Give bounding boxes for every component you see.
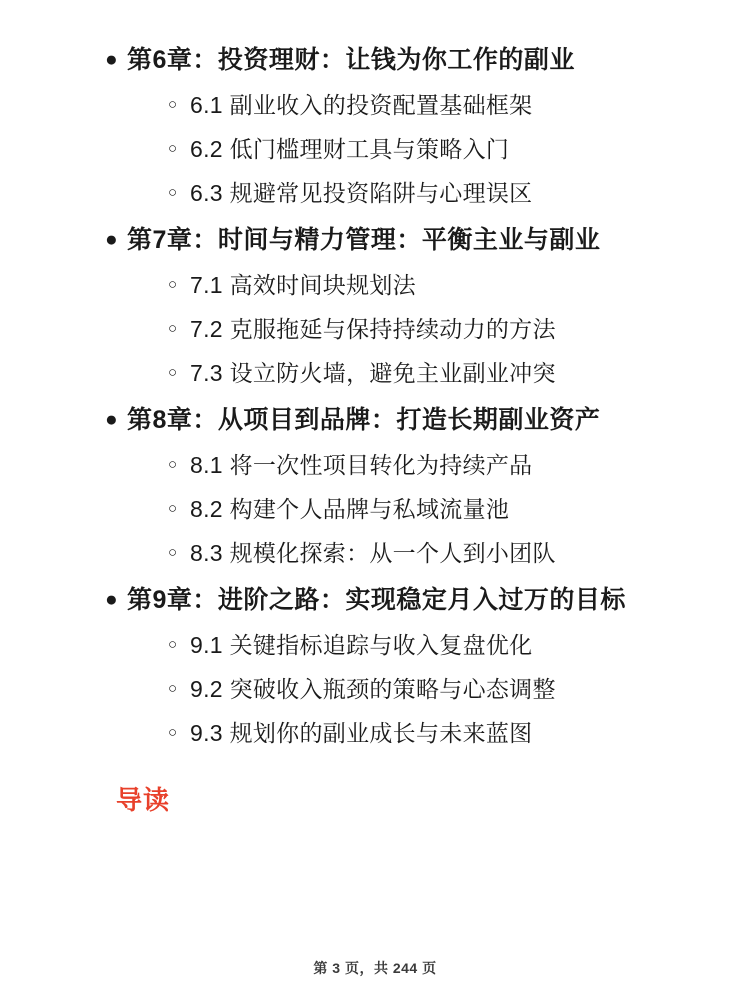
hollow-bullet-icon: ○ [168, 680, 178, 697]
toc-section-title: 8.2 构建个人品牌与私域流量池 [190, 496, 510, 522]
toc-section-list [60, 84, 690, 214]
page-footer: 第 3 页，共 244 页 [313, 960, 437, 976]
toc-section [60, 128, 690, 170]
toc-chapter-line [60, 400, 690, 440]
toc-section-title: 8.1 将一次性项目转化为持续产品 [190, 452, 533, 478]
toc-chapter [60, 580, 690, 754]
toc-section-title: 7.2 克服拖延与保持持续动力的方法 [190, 316, 556, 342]
toc-section-title: 7.3 设立防火墙，避免主业副业冲突 [190, 360, 556, 386]
toc-section-title: 9.1 关键指标追踪与收入复盘优化 [190, 632, 533, 658]
toc-chapter [60, 40, 690, 214]
section-heading-daodu: 导读 [116, 785, 171, 815]
toc-section-title: 9.2 突破收入瓶颈的策略与心态调整 [190, 676, 556, 702]
toc-section-list [60, 444, 690, 574]
hollow-bullet-icon: ○ [168, 724, 178, 741]
filled-bullet-icon: ● [105, 408, 118, 431]
hollow-bullet-icon: ○ [168, 96, 178, 113]
toc-chapter-line [60, 220, 690, 260]
toc-section [60, 532, 690, 574]
toc-section-title: 7.1 高效时间块规划法 [190, 272, 416, 298]
hollow-bullet-icon: ○ [168, 636, 178, 653]
toc-section-title: 6.3 规避常见投资陷阱与心理误区 [190, 180, 533, 206]
toc-section [60, 624, 690, 666]
toc-chapter-title: 第9章：进阶之路：实现稳定月入过万的目标 [127, 586, 626, 614]
toc-chapter-line [60, 40, 690, 80]
toc-section-title: 6.2 低门槛理财工具与策略入门 [190, 136, 510, 162]
hollow-bullet-icon: ○ [168, 140, 178, 157]
toc-section [60, 488, 690, 530]
table-of-contents [60, 40, 690, 754]
toc-section [60, 668, 690, 710]
toc-section [60, 172, 690, 214]
filled-bullet-icon: ● [105, 48, 118, 71]
hollow-bullet-icon: ○ [168, 500, 178, 517]
toc-chapter-title: 第6章：投资理财：让钱为你工作的副业 [127, 46, 575, 74]
toc-section-title: 6.1 副业收入的投资配置基础框架 [190, 92, 533, 118]
hollow-bullet-icon: ○ [168, 184, 178, 201]
toc-section [60, 84, 690, 126]
toc-section-list [60, 624, 690, 754]
hollow-bullet-icon: ○ [168, 544, 178, 561]
toc-section [60, 352, 690, 394]
hollow-bullet-icon: ○ [168, 320, 178, 337]
toc-chapter [60, 220, 690, 394]
toc-section [60, 712, 690, 754]
filled-bullet-icon: ● [105, 228, 118, 251]
toc-section [60, 264, 690, 306]
hollow-bullet-icon: ○ [168, 276, 178, 293]
toc-section-list [60, 264, 690, 394]
toc-section [60, 308, 690, 350]
toc-section-title: 8.3 规模化探索：从一个人到小团队 [190, 540, 556, 566]
toc-chapter [60, 400, 690, 574]
toc-chapter-line [60, 580, 690, 620]
toc-section [60, 444, 690, 486]
toc-section-title: 9.3 规划你的副业成长与未来蓝图 [190, 720, 533, 746]
filled-bullet-icon: ● [105, 588, 118, 611]
toc-chapter-title: 第8章：从项目到品牌：打造长期副业资产 [127, 406, 601, 434]
toc-chapter-title: 第7章：时间与精力管理：平衡主业与副业 [127, 226, 601, 254]
hollow-bullet-icon: ○ [168, 364, 178, 381]
hollow-bullet-icon: ○ [168, 456, 178, 473]
